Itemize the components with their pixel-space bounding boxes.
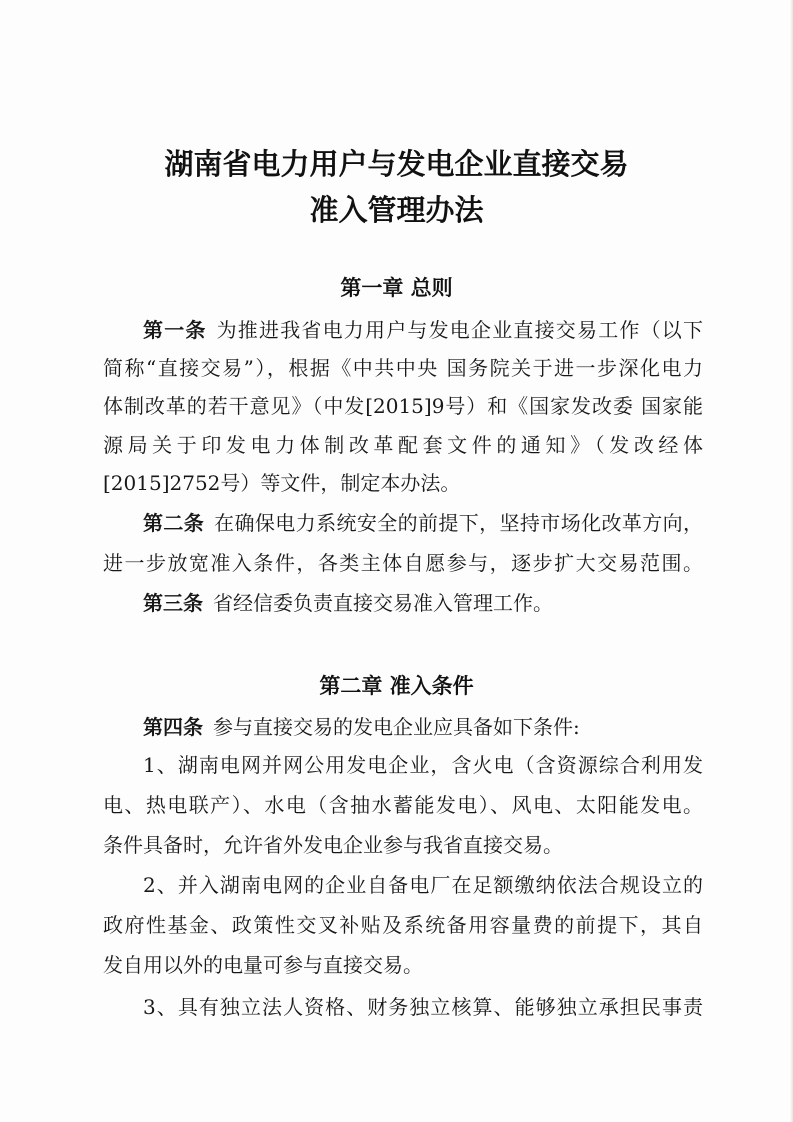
article-2-line-1 <box>143 508 703 538</box>
article-4-text-1: 参与直接交易的发电企业应具备如下条件: <box>213 715 580 739</box>
article-2-label: 第二条 <box>143 511 205 535</box>
article-1-line-2: 简称“直接交易”），根据《中共中央 国务院关于进一步深化电力 <box>103 356 703 380</box>
article-3-line-1 <box>143 588 703 618</box>
article-4-line-1 <box>143 712 703 742</box>
article-1-line-1 <box>143 315 703 345</box>
item-1-line-1: 1、湖南电网并网公用发电企业，含火电（含资源综合利用发 <box>143 753 703 777</box>
article-4-label: 第四条 <box>143 715 203 739</box>
article-3-label: 第三条 <box>143 591 203 615</box>
article-1-text-1: 为推进我省电力用户与发电企业直接交易工作（以下 <box>216 318 703 342</box>
article-1-line-5: [2015]2752号）等文件，制定本办法。 <box>103 471 461 495</box>
article-2-text-1: 在确保电力系统安全的前提下，坚持市场化改革方向， <box>214 511 703 535</box>
document-title-line-1: 湖南省电力用户与发电企业直接交易 <box>164 147 629 181</box>
item-1-line-3: 条件具备时，允许省外发电企业参与我省直接交易。 <box>103 833 563 857</box>
item-2-line-1: 2、并入湖南电网的企业自备电厂在足额缴纳依法合规设立的 <box>143 873 703 897</box>
chapter-1-heading: 第一章 总则 <box>340 276 453 300</box>
article-3-text-1: 省经信委负责直接交易准入管理工作。 <box>213 591 553 615</box>
item-1-line-2: 电、热电联产）、水电（含抽水蓄能发电）、风电、太阳能发电。 <box>103 793 703 817</box>
item-2-line-2: 政府性基金、政策性交叉补贴及系统备用容量费的前提下，其自 <box>103 913 703 937</box>
article-1-label: 第一条 <box>143 318 207 342</box>
document-title-line-2: 准入管理办法 <box>309 193 484 227</box>
article-1-line-3: 体制改革的若干意见》（中发[2015]9号）和《国家发改委 国家能 <box>103 394 703 418</box>
article-2-line-2: 进一步放宽准入条件，各类主体自愿参与，逐步扩大交易范围。 <box>103 551 703 575</box>
item-2-line-3: 发自用以外的电量可参与直接交易。 <box>103 953 423 977</box>
item-3-line-1: 3、具有独立法人资格、财务独立核算、能够独立承担民事责 <box>143 995 703 1019</box>
chapter-2-heading: 第二章 准入条件 <box>319 674 474 698</box>
article-1-line-4: 源局关于印发电力体制改革配套文件的通知》（发改经体 <box>103 433 703 457</box>
